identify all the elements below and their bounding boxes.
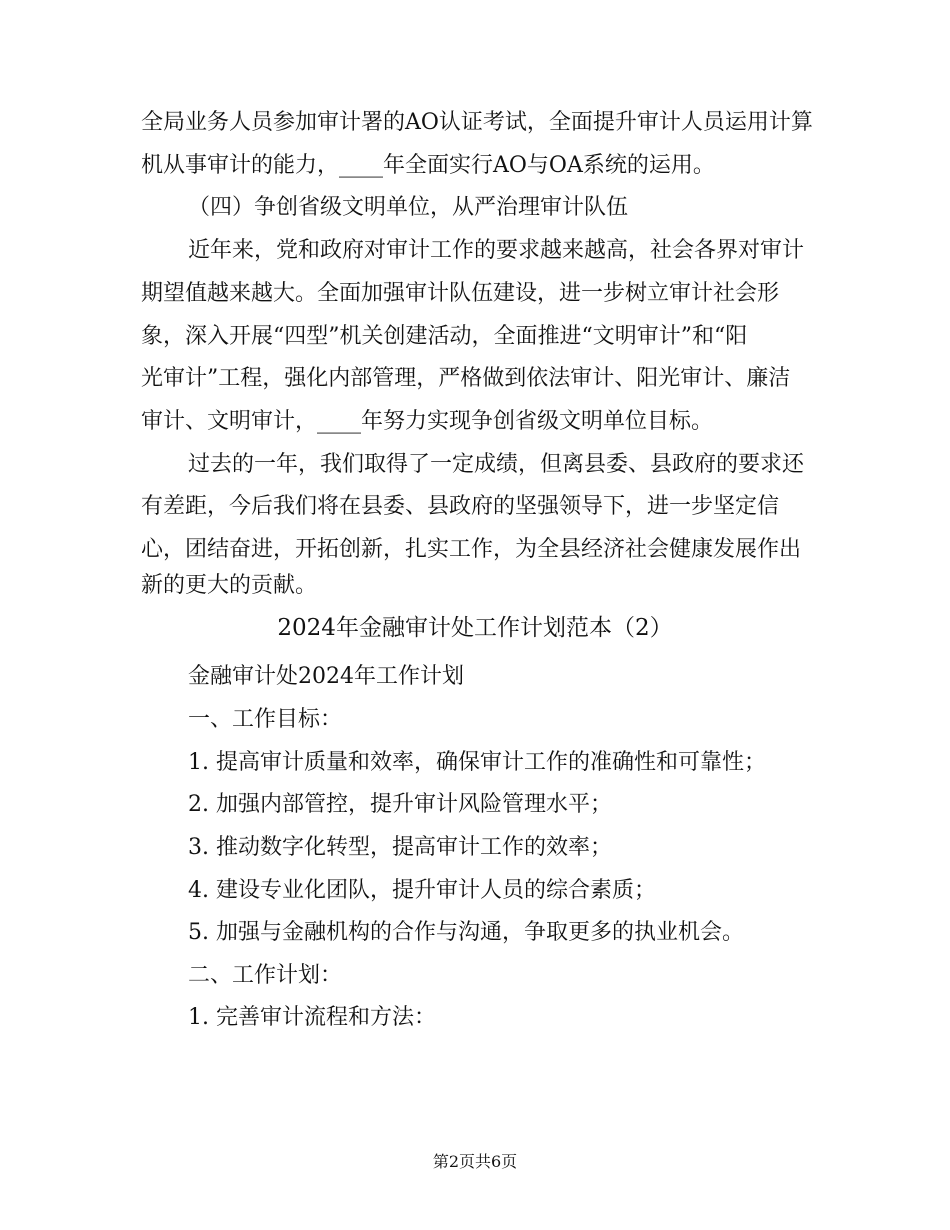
subsection-heading: （四）争创省级文明单位，从严治理审计队伍 [188,195,629,220]
section-title: 2024年金融审计处工作计划范本（2） [277,615,673,641]
list-item: 1. 提高审计质量和效率，确保审计工作的准确性和可靠性； [188,750,766,775]
body-text-line: 心，团结奋进，开拓创新，扎实工作，为全县经济社会健康发展作出 [141,537,802,562]
body-text-line: 象，深入开展“四型”机关创建活动，全面推进“文明审计”和“阳 [141,324,748,349]
body-text-line: 光审计”工程，强化内部管理，严格做到依法审计、阳光审计、廉洁 [141,366,791,391]
list-item: 2. 加强内部管控，提升审计风险管理水平； [188,792,612,817]
list-item: 4. 建设专业化团队，提升审计人员的综合素质； [188,878,656,903]
list-item: 3. 推动数字化转型，提高审计工作的效率； [188,835,612,860]
list-item: 1. 完善审计流程和方法： [188,1005,436,1030]
body-text-line: 近年来，党和政府对审计工作的要求越来越高，社会各界对审计 [188,238,805,263]
body-text-line: 过去的一年，我们取得了一定成绩，但离县委、县政府的要求还 [188,452,805,477]
body-text-line: 新的更大的贡献。 [141,573,318,598]
body-text-line: 全局业务人员参加审计署的AO认证考试，全面提升审计人员运用计算 [141,110,813,135]
plan-title-line: 金融审计处2024年工作计划 [188,664,464,689]
heading-line: 二、工作计划： [188,963,343,988]
body-text-line: 审计、文明审计，____年努力实现争创省级文明单位目标。 [141,409,714,434]
body-text-line: 期望值越来越大。全面加强审计队伍建设，进一步树立审计社会形 [141,281,780,306]
body-text-line: 机从事审计的能力，____年全面实行AO与OA系统的运用。 [141,153,715,178]
body-text-line: 有差距，今后我们将在县委、县政府的坚强领导下，进一步坚定信 [141,494,780,519]
heading-line: 一、工作目标： [188,707,343,732]
list-item: 5. 加强与金融机构的合作与沟通，争取更多的执业机会。 [188,920,744,945]
page-number: 第2页共6页 [432,1152,518,1171]
